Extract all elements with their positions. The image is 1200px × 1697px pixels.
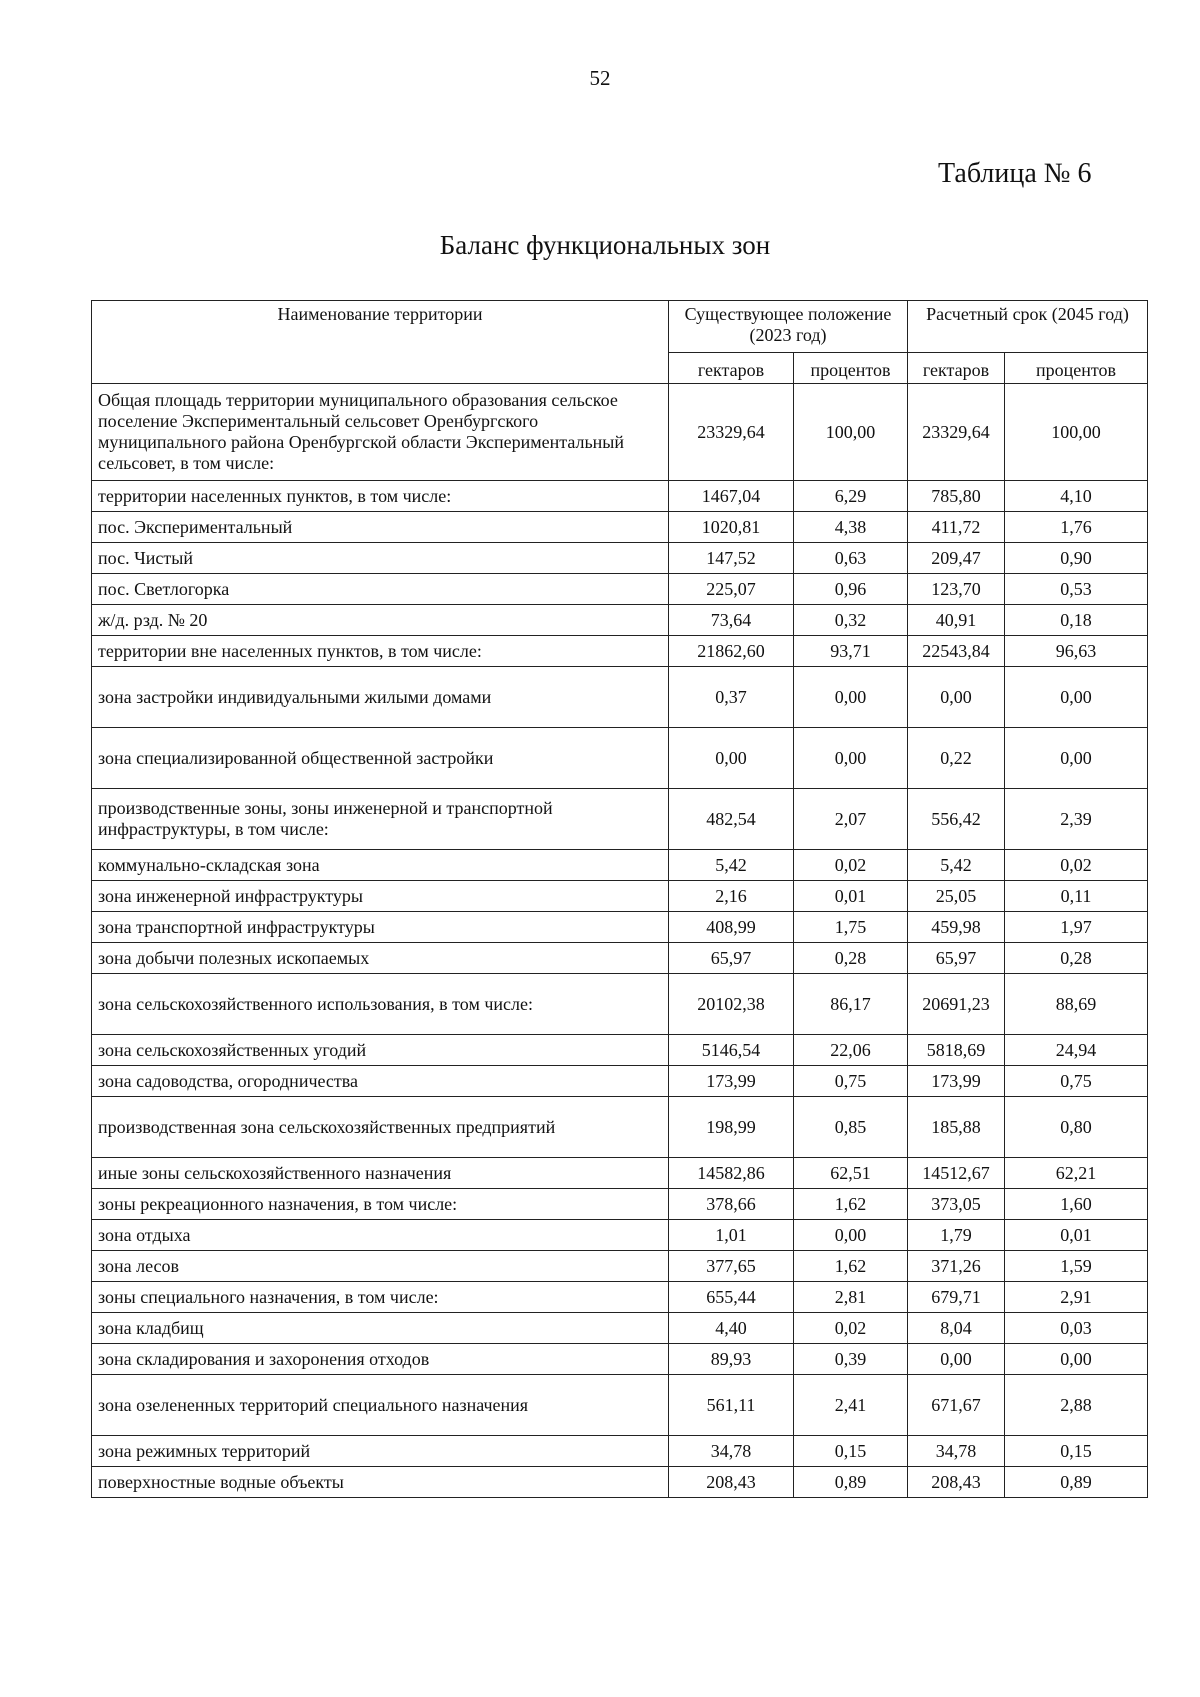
cell-hectares-2045: 34,78 — [908, 1436, 1005, 1467]
cell-percent-2045: 4,10 — [1005, 481, 1148, 512]
cell-percent-2023: 0,96 — [794, 574, 908, 605]
page-number: 52 — [589, 66, 611, 90]
cell-hectares-2045: 65,97 — [908, 943, 1005, 974]
cell-hectares-2023: 408,99 — [669, 912, 794, 943]
cell-percent-2045: 0,28 — [1005, 943, 1148, 974]
cell-hectares-2045: 5818,69 — [908, 1035, 1005, 1066]
cell-hectares-2045: 5,42 — [908, 850, 1005, 881]
header-territory-name: Наименование территории — [92, 301, 669, 384]
cell-row-name: зона сельскохозяйственных угодий — [92, 1035, 669, 1066]
subheader-percent-2023: процентов — [794, 353, 908, 384]
header-existing: Существующее положение (2023 год) — [669, 301, 908, 353]
cell-hectares-2023: 89,93 — [669, 1344, 794, 1375]
cell-percent-2023: 0,75 — [794, 1066, 908, 1097]
cell-percent-2045: 1,97 — [1005, 912, 1148, 943]
cell-hectares-2045: 1,79 — [908, 1220, 1005, 1251]
header-row — [92, 301, 1148, 353]
cell-percent-2045: 0,80 — [1005, 1097, 1148, 1158]
cell-hectares-2023: 0,37 — [669, 667, 794, 728]
zones-balance-table — [91, 300, 1148, 1498]
cell-hectares-2023: 73,64 — [669, 605, 794, 636]
table-row — [92, 512, 1148, 543]
table-row — [92, 1097, 1148, 1158]
table-row — [92, 728, 1148, 789]
table-row — [92, 1375, 1148, 1436]
cell-hectares-2045: 556,42 — [908, 789, 1005, 850]
cell-hectares-2023: 482,54 — [669, 789, 794, 850]
cell-hectares-2023: 34,78 — [669, 1436, 794, 1467]
cell-row-name: ж/д. рзд. № 20 — [92, 605, 669, 636]
table-row — [92, 850, 1148, 881]
cell-hectares-2023: 655,44 — [669, 1282, 794, 1313]
cell-percent-2045: 96,63 — [1005, 636, 1148, 667]
cell-row-name: производственная зона сельскохозяйственных предприятий — [92, 1097, 669, 1158]
cell-percent-2023: 0,02 — [794, 850, 908, 881]
table-row — [92, 543, 1148, 574]
table-row — [92, 1158, 1148, 1189]
cell-hectares-2023: 65,97 — [669, 943, 794, 974]
cell-percent-2023: 0,63 — [794, 543, 908, 574]
cell-hectares-2045: 20691,23 — [908, 974, 1005, 1035]
cell-percent-2045: 0,00 — [1005, 1344, 1148, 1375]
cell-hectares-2023: 225,07 — [669, 574, 794, 605]
cell-hectares-2045: 23329,64 — [908, 384, 1005, 481]
cell-hectares-2045: 671,67 — [908, 1375, 1005, 1436]
cell-row-name: иные зоны сельскохозяйственного назначения — [92, 1158, 669, 1189]
table-body — [92, 384, 1148, 1498]
table-row — [92, 1220, 1148, 1251]
table-row — [92, 1189, 1148, 1220]
cell-row-name: зона режимных территорий — [92, 1436, 669, 1467]
cell-hectares-2045: 22543,84 — [908, 636, 1005, 667]
cell-percent-2023: 0,00 — [794, 667, 908, 728]
table-row — [92, 1282, 1148, 1313]
cell-percent-2045: 0,89 — [1005, 1467, 1148, 1498]
table-row — [92, 574, 1148, 605]
cell-hectares-2045: 0,22 — [908, 728, 1005, 789]
cell-percent-2045: 0,90 — [1005, 543, 1148, 574]
cell-hectares-2023: 208,43 — [669, 1467, 794, 1498]
cell-hectares-2045: 209,47 — [908, 543, 1005, 574]
cell-row-name: зона специализированной общественной застройки — [92, 728, 669, 789]
cell-percent-2023: 2,81 — [794, 1282, 908, 1313]
cell-percent-2023: 86,17 — [794, 974, 908, 1035]
cell-hectares-2023: 1020,81 — [669, 512, 794, 543]
cell-hectares-2045: 123,70 — [908, 574, 1005, 605]
cell-hectares-2045: 208,43 — [908, 1467, 1005, 1498]
table-row — [92, 912, 1148, 943]
cell-percent-2045: 2,91 — [1005, 1282, 1148, 1313]
cell-hectares-2045: 8,04 — [908, 1313, 1005, 1344]
cell-row-name: пос. Светлогорка — [92, 574, 669, 605]
cell-row-name: зона отдыха — [92, 1220, 669, 1251]
cell-hectares-2023: 561,11 — [669, 1375, 794, 1436]
cell-percent-2023: 6,29 — [794, 481, 908, 512]
cell-percent-2023: 2,41 — [794, 1375, 908, 1436]
cell-row-name: территории населенных пунктов, в том числе: — [92, 481, 669, 512]
cell-percent-2045: 0,00 — [1005, 667, 1148, 728]
table-row — [92, 789, 1148, 850]
cell-hectares-2045: 459,98 — [908, 912, 1005, 943]
cell-percent-2045: 0,18 — [1005, 605, 1148, 636]
document-title: Баланс функциональных зон — [439, 230, 771, 260]
cell-hectares-2023: 377,65 — [669, 1251, 794, 1282]
cell-row-name: производственные зоны, зоны инженерной и транспортной инфраструктуры, в том числе: — [92, 789, 669, 850]
cell-percent-2023: 0,89 — [794, 1467, 908, 1498]
table-label: Таблица № 6 — [938, 158, 1092, 189]
table-row — [92, 943, 1148, 974]
cell-row-name: зона озелененных территорий специального назначения — [92, 1375, 669, 1436]
cell-percent-2045: 2,88 — [1005, 1375, 1148, 1436]
cell-hectares-2023: 23329,64 — [669, 384, 794, 481]
subheader-percent-2045: процентов — [1005, 353, 1148, 384]
cell-hectares-2045: 373,05 — [908, 1189, 1005, 1220]
subheader-hectares-2045: гектаров — [908, 353, 1005, 384]
cell-percent-2045: 100,00 — [1005, 384, 1148, 481]
cell-percent-2023: 0,02 — [794, 1313, 908, 1344]
cell-percent-2045: 0,15 — [1005, 1436, 1148, 1467]
cell-hectares-2045: 14512,67 — [908, 1158, 1005, 1189]
cell-percent-2023: 22,06 — [794, 1035, 908, 1066]
cell-hectares-2023: 2,16 — [669, 881, 794, 912]
cell-hectares-2045: 679,71 — [908, 1282, 1005, 1313]
cell-percent-2023: 1,62 — [794, 1189, 908, 1220]
cell-percent-2045: 2,39 — [1005, 789, 1148, 850]
table-row — [92, 974, 1148, 1035]
cell-row-name: зона добычи полезных ископаемых — [92, 943, 669, 974]
cell-hectares-2023: 1,01 — [669, 1220, 794, 1251]
cell-hectares-2023: 21862,60 — [669, 636, 794, 667]
cell-hectares-2023: 5146,54 — [669, 1035, 794, 1066]
cell-hectares-2045: 25,05 — [908, 881, 1005, 912]
table-row — [92, 1035, 1148, 1066]
cell-hectares-2045: 173,99 — [908, 1066, 1005, 1097]
cell-row-name: зоны рекреационного назначения, в том числе: — [92, 1189, 669, 1220]
table-row — [92, 881, 1148, 912]
cell-percent-2045: 0,03 — [1005, 1313, 1148, 1344]
cell-row-name: Общая площадь территории муниципального образования сельское поселение Экспериментальный сельсовет Оренбургского муниципального района Оренбургской области Экспериментальный сельсовет, в том числе: — [92, 384, 669, 481]
cell-hectares-2045: 40,91 — [908, 605, 1005, 636]
table-row — [92, 1436, 1148, 1467]
cell-row-name: территории вне населенных пунктов, в том числе: — [92, 636, 669, 667]
cell-hectares-2023: 378,66 — [669, 1189, 794, 1220]
cell-hectares-2045: 0,00 — [908, 667, 1005, 728]
table-row — [92, 384, 1148, 481]
cell-percent-2023: 0,32 — [794, 605, 908, 636]
cell-hectares-2023: 198,99 — [669, 1097, 794, 1158]
cell-percent-2023: 100,00 — [794, 384, 908, 481]
cell-percent-2045: 0,53 — [1005, 574, 1148, 605]
cell-hectares-2023: 5,42 — [669, 850, 794, 881]
subheader-hectares-2023: гектаров — [669, 353, 794, 384]
cell-percent-2045: 0,75 — [1005, 1066, 1148, 1097]
cell-row-name: коммунально-складская зона — [92, 850, 669, 881]
table-row — [92, 605, 1148, 636]
table-row — [92, 667, 1148, 728]
cell-hectares-2045: 371,26 — [908, 1251, 1005, 1282]
cell-hectares-2023: 1467,04 — [669, 481, 794, 512]
cell-hectares-2023: 173,99 — [669, 1066, 794, 1097]
header-projected: Расчетный срок (2045 год) — [908, 301, 1148, 353]
cell-percent-2023: 1,62 — [794, 1251, 908, 1282]
cell-row-name: поверхностные водные объекты — [92, 1467, 669, 1498]
table-row — [92, 1066, 1148, 1097]
cell-percent-2023: 0,28 — [794, 943, 908, 974]
cell-row-name: зона кладбищ — [92, 1313, 669, 1344]
cell-percent-2023: 0,85 — [794, 1097, 908, 1158]
cell-hectares-2045: 785,80 — [908, 481, 1005, 512]
cell-percent-2045: 0,11 — [1005, 881, 1148, 912]
cell-percent-2045: 24,94 — [1005, 1035, 1148, 1066]
cell-percent-2023: 0,00 — [794, 728, 908, 789]
cell-hectares-2023: 14582,86 — [669, 1158, 794, 1189]
cell-row-name: зона складирования и захоронения отходов — [92, 1344, 669, 1375]
cell-hectares-2023: 20102,38 — [669, 974, 794, 1035]
cell-row-name: пос. Экспериментальный — [92, 512, 669, 543]
cell-percent-2045: 88,69 — [1005, 974, 1148, 1035]
cell-percent-2045: 1,76 — [1005, 512, 1148, 543]
cell-row-name: зона транспортной инфраструктуры — [92, 912, 669, 943]
table-row — [92, 1251, 1148, 1282]
cell-percent-2023: 2,07 — [794, 789, 908, 850]
cell-percent-2045: 1,60 — [1005, 1189, 1148, 1220]
cell-row-name: пос. Чистый — [92, 543, 669, 574]
cell-percent-2023: 0,15 — [794, 1436, 908, 1467]
cell-hectares-2023: 0,00 — [669, 728, 794, 789]
cell-hectares-2045: 0,00 — [908, 1344, 1005, 1375]
cell-row-name: зона садоводства, огородничества — [92, 1066, 669, 1097]
cell-percent-2023: 0,00 — [794, 1220, 908, 1251]
cell-percent-2023: 0,39 — [794, 1344, 908, 1375]
cell-percent-2045: 0,02 — [1005, 850, 1148, 881]
cell-percent-2045: 1,59 — [1005, 1251, 1148, 1282]
cell-percent-2023: 4,38 — [794, 512, 908, 543]
cell-percent-2045: 62,21 — [1005, 1158, 1148, 1189]
cell-hectares-2045: 185,88 — [908, 1097, 1005, 1158]
table-row — [92, 636, 1148, 667]
cell-row-name: зоны специального назначения, в том числе: — [92, 1282, 669, 1313]
cell-row-name: зона сельскохозяйственного использования, в том числе: — [92, 974, 669, 1035]
cell-percent-2045: 0,01 — [1005, 1220, 1148, 1251]
cell-hectares-2023: 147,52 — [669, 543, 794, 574]
table-row — [92, 1467, 1148, 1498]
cell-row-name: зона застройки индивидуальными жилыми домами — [92, 667, 669, 728]
table-row — [92, 1344, 1148, 1375]
table-row — [92, 481, 1148, 512]
cell-percent-2045: 0,00 — [1005, 728, 1148, 789]
cell-percent-2023: 0,01 — [794, 881, 908, 912]
cell-percent-2023: 1,75 — [794, 912, 908, 943]
cell-hectares-2023: 4,40 — [669, 1313, 794, 1344]
cell-row-name: зона инженерной инфраструктуры — [92, 881, 669, 912]
cell-percent-2023: 93,71 — [794, 636, 908, 667]
cell-hectares-2045: 411,72 — [908, 512, 1005, 543]
cell-row-name: зона лесов — [92, 1251, 669, 1282]
table-row — [92, 1313, 1148, 1344]
cell-percent-2023: 62,51 — [794, 1158, 908, 1189]
